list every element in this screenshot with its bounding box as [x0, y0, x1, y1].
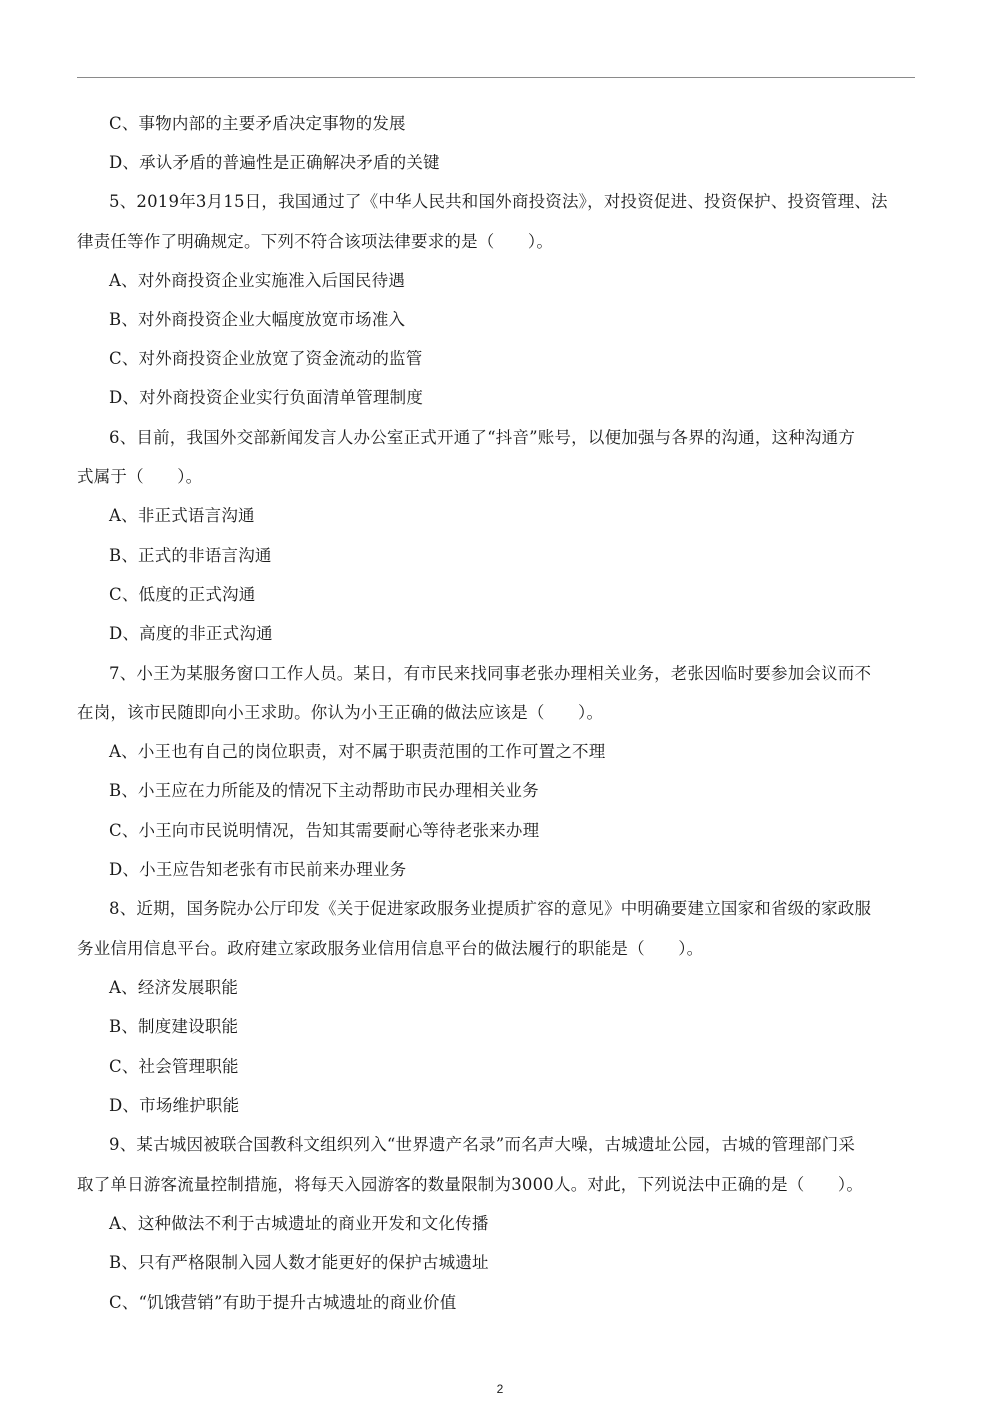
question-7-option-a: A、小王也有自己的岗位职责，对不属于职责范围的工作可置之不理 — [109, 742, 606, 761]
question-5-option-c: C、对外商投资企业放宽了资金流动的监管 — [109, 349, 423, 368]
question-9-stem-line-2: 取了单日游客流量控制措施，将每天入园游客的数量限制为3000人。对此，下列说法中正确的是（ ）。 — [77, 1175, 864, 1194]
question-6-stem-line-1: 6、目前，我国外交部新闻发言人办公室正式开通了“抖音”账号，以便加强与各界的沟通，这种沟通方 — [109, 428, 856, 447]
question-5-stem-line-2: 律责任等作了明确规定。下列不符合该项法律要求的是（ ）。 — [77, 232, 554, 251]
question-8-option-c: C、社会管理职能 — [109, 1057, 239, 1076]
question-5-option-b: B、对外商投资企业大幅度放宽市场准入 — [109, 310, 406, 329]
question-8-stem-line-2: 务业信用信息平台。政府建立家政服务业信用信息平台的做法履行的职能是（ ）。 — [77, 939, 704, 958]
question-9-stem-line-1: 9、某古城因被联合国教科文组织列入“世界遗产名录”而名声大噪，古城遗址公园，古城的管理部门采 — [109, 1135, 856, 1154]
question-8-option-a: A、经济发展职能 — [109, 978, 239, 997]
question-5-option-d: D、对外商投资企业实行负面清单管理制度 — [109, 388, 424, 407]
question-6-option-c: C、低度的正式沟通 — [109, 585, 256, 604]
question-6-option-d: D、高度的非正式沟通 — [109, 624, 273, 643]
question-9-option-c: C、“饥饿营销”有助于提升古城遗址的商业价值 — [109, 1293, 457, 1312]
question-6-option-a: A、非正式语言沟通 — [109, 506, 255, 525]
question-7-option-b: B、小王应在力所能及的情况下主动帮助市民办理相关业务 — [109, 781, 539, 800]
question-7-option-c: C、小王向市民说明情况，告知其需要耐心等待老张来办理 — [109, 821, 540, 840]
question-7-stem-line-2: 在岗，该市民随即向小王求助。你认为小王正确的做法应该是（ ）。 — [77, 703, 604, 722]
question-9-option-a: A、这种做法不利于古城遗址的商业开发和文化传播 — [109, 1214, 489, 1233]
question-5-stem-line-1: 5、2019年3月15日，我国通过了《中华人民共和国外商投资法》，对投资促进、投资保护、投资管理、法 — [109, 192, 888, 211]
question-8-stem-line-1: 8、近期，国务院办公厅印发《关于促进家政服务业提质扩容的意见》中明确要建立国家和省级的家政服 — [109, 899, 872, 918]
question-8-option-b: B、制度建设职能 — [109, 1017, 239, 1036]
question-6-stem-line-2: 式属于（ ）。 — [77, 467, 203, 486]
option-c-prev: C、事物内部的主要矛盾决定事物的发展 — [109, 114, 406, 133]
question-7-stem-line-1: 7、小王为某服务窗口工作人员。某日，有市民来找同事老张办理相关业务，老张因临时要参加会议而不 — [109, 664, 872, 683]
question-5-option-a: A、对外商投资企业实施准入后国民待遇 — [109, 271, 406, 290]
page-number: 2 — [496, 1382, 504, 1396]
question-6-option-b: B、正式的非语言沟通 — [109, 546, 272, 565]
question-7-option-d: D、小王应告知老张有市民前来办理业务 — [109, 860, 407, 879]
option-d-prev: D、承认矛盾的普遍性是正确解决矛盾的关键 — [109, 153, 440, 172]
question-9-option-b: B、只有严格限制入园人数才能更好的保护古城遗址 — [109, 1253, 489, 1272]
header-rule — [77, 77, 915, 78]
question-8-option-d: D、市场维护职能 — [109, 1096, 240, 1115]
